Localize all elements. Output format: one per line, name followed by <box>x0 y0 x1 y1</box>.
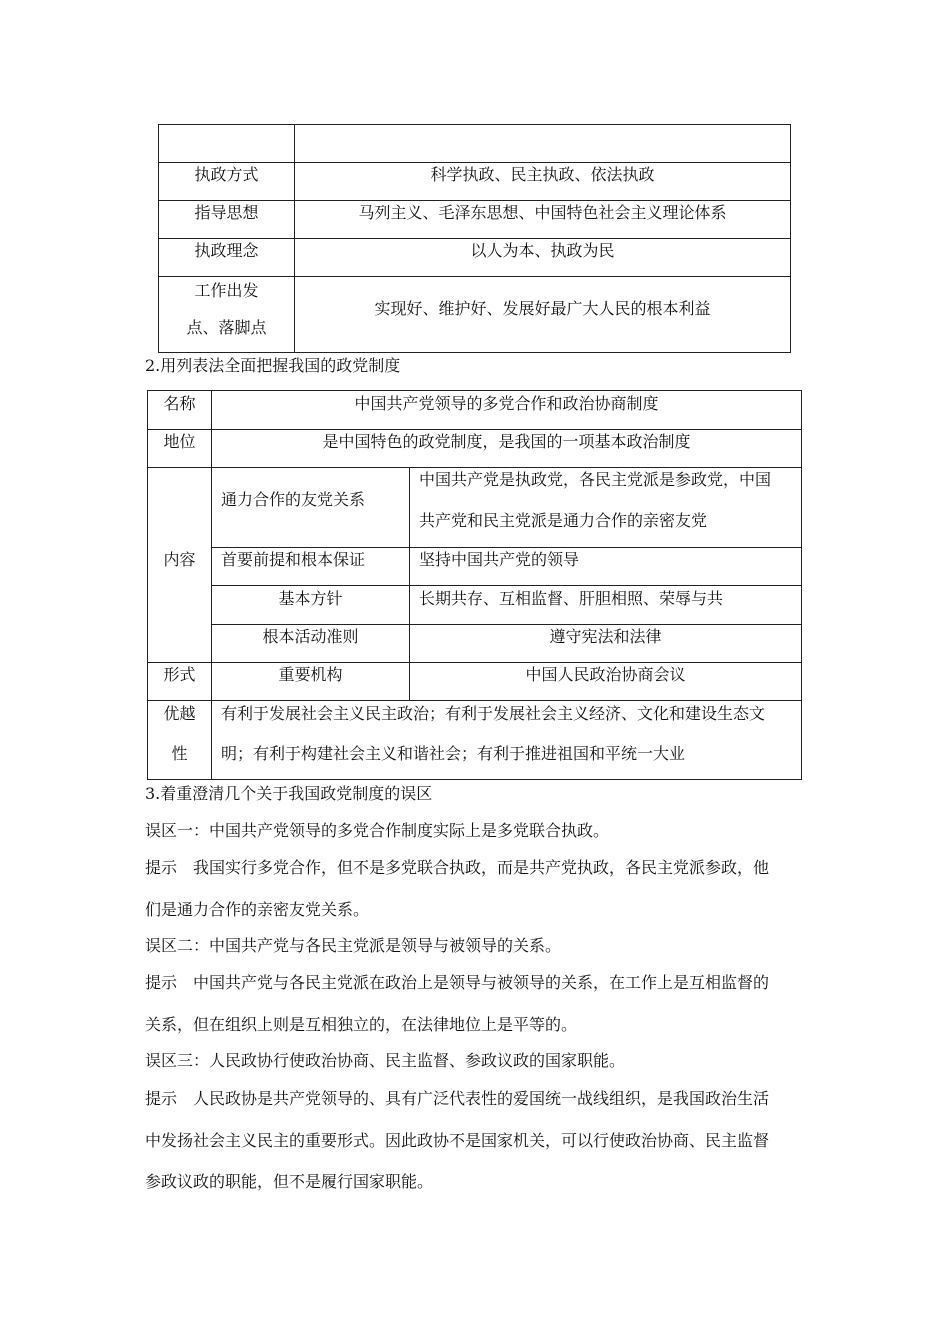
table1-label: 点、落脚点 <box>186 318 267 337</box>
table1-label: 工作出发 <box>194 281 259 300</box>
section2-heading: 2.用列表法全面把握我国的政党制度 <box>145 356 401 375</box>
form-value: 中国人民政治协商会议 <box>525 665 686 684</box>
content-value: 长期共存、互相监督、肝胆相照、荣辱与共 <box>419 589 724 608</box>
tip-3-line: 提示 人民政协是共产党领导的、具有广泛代表性的爱国统一战线组织，是我国政治生活 <box>145 1089 770 1108</box>
content-key: 通力合作的友党关系 <box>221 490 366 509</box>
tip-2-line: 提示 中国共产党与各民主党派在政治上是领导与被领导的关系，在工作上是互相监督的 <box>145 973 770 992</box>
misconception-2: 误区二：中国共产党与各民主党派是领导与被领导的关系。 <box>145 936 562 955</box>
misconception-3: 误区三：人民政协行使政治协商、民主监督、参政议政的国家职能。 <box>145 1051 626 1070</box>
table1-label: 指导思想 <box>194 203 259 222</box>
tip-2-line: 关系，但在组织上则是互相独立的，在法律地位上是平等的。 <box>145 1015 578 1034</box>
content-value: 坚持中国共产党的领导 <box>419 550 580 569</box>
status-value: 是中国特色的政党制度，是我国的一项基本政治制度 <box>322 432 691 451</box>
table1-empty-label-cell <box>158 124 295 163</box>
name-label: 名称 <box>163 394 196 413</box>
form-label: 形式 <box>163 665 196 684</box>
advantage-text: 有利于发展社会主义民主政治；有利于发展社会主义经济、文化和建设生态文 <box>221 704 766 723</box>
misconception-1: 误区一：中国共产党领导的多党合作制度实际上是多党联合执政。 <box>145 821 610 840</box>
table1-value: 以人为本、执政为民 <box>470 241 615 260</box>
tip-3-line: 中发扬社会主义民主的重要形式。因此政协不是国家机关，可以行使政治协商、民主监督 <box>145 1131 770 1150</box>
status-label: 地位 <box>163 432 196 451</box>
table1-value: 科学执政、民主执政、依法执政 <box>430 165 655 184</box>
content-key: 根本活动准则 <box>262 627 359 646</box>
tip-1-line: 提示 我国实行多党合作，但不是多党联合执政，而是共产党执政，各民主党派参政，他 <box>145 858 770 877</box>
name-value: 中国共产党领导的多党合作和政治协商制度 <box>354 394 659 413</box>
table1-label: 执政方式 <box>194 165 259 184</box>
table1-empty-value-cell <box>294 124 791 163</box>
advantage-text: 明；有利于构建社会主义和谐社会；有利于推进祖国和平统一大业 <box>221 744 686 763</box>
section3-heading: 3.着重澄清几个关于我国政党制度的误区 <box>145 784 433 803</box>
content-key: 基本方针 <box>278 589 343 608</box>
content-value: 共产党和民主党派是通力合作的亲密友党 <box>419 511 708 530</box>
content-value: 遵守宪法和法律 <box>549 627 662 646</box>
content-value: 中国共产党是执政党，各民主党派是参政党，中国 <box>419 470 772 489</box>
table1-value: 马列主义、毛泽东思想、中国特色社会主义理论体系 <box>358 203 727 222</box>
advantage-label: 性 <box>171 744 188 763</box>
tip-3-line: 参政议政的职能，但不是履行国家职能。 <box>145 1172 434 1191</box>
form-key: 重要机构 <box>278 665 343 684</box>
advantage-label: 优越 <box>163 704 196 723</box>
table1-label: 执政理念 <box>194 241 259 260</box>
tip-1-line: 们是通力合作的亲密友党关系。 <box>145 900 370 919</box>
table1-value: 实现好、维护好、发展好最广大人民的根本利益 <box>374 299 711 318</box>
content-label: 内容 <box>163 550 196 569</box>
content-key: 首要前提和根本保证 <box>221 550 366 569</box>
